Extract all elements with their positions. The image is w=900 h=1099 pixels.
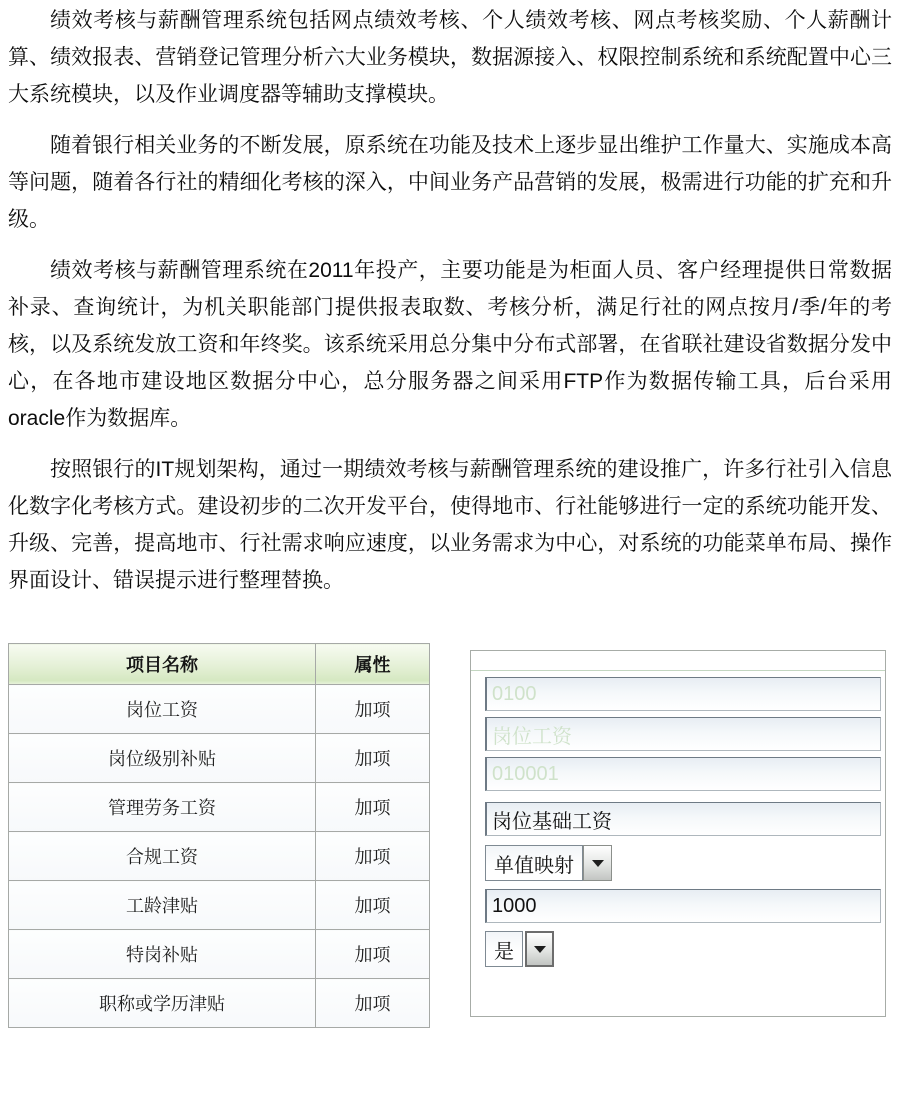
table-row bbox=[9, 979, 430, 1028]
body-paragraph-2: 随着银行相关业务的不断发展，原系统在功能及技术上逐步显出维护工作量大、实施成本高等问题，随着各行社的精细化考核的深入，中间业务产品营销的发展，极需进行功能的扩充和升级。 bbox=[8, 134, 892, 231]
table-row bbox=[9, 832, 430, 881]
item-name-cell: 特岗补贴 bbox=[9, 930, 316, 979]
item-config-panel bbox=[470, 650, 886, 1017]
attribute-cell: 加项 bbox=[316, 832, 430, 881]
table-header-row bbox=[9, 644, 430, 685]
enabled-flag-select[interactable] bbox=[485, 931, 554, 967]
item-name-cell: 合规工资 bbox=[9, 832, 316, 881]
item-name-cell: 岗位级别补贴 bbox=[9, 734, 316, 783]
attribute-cell: 加项 bbox=[316, 685, 430, 734]
attribute-cell: 加项 bbox=[316, 930, 430, 979]
column-header-attribute: 属性 bbox=[316, 644, 430, 685]
attribute-cell: 加项 bbox=[316, 979, 430, 1028]
chevron-down-icon bbox=[534, 946, 546, 953]
enabled-flag-value: 是 bbox=[485, 931, 523, 967]
item-name-field[interactable] bbox=[485, 802, 881, 836]
attribute-cell: 加项 bbox=[316, 734, 430, 783]
item-name-cell: 工龄津贴 bbox=[9, 881, 316, 930]
item-parent-name-field[interactable] bbox=[485, 717, 881, 751]
mapping-type-select[interactable] bbox=[485, 845, 612, 881]
dropdown-arrow-button[interactable] bbox=[525, 931, 554, 967]
salary-items-table bbox=[8, 643, 430, 1028]
chevron-down-icon bbox=[592, 860, 604, 867]
body-paragraph-4: 按照银行的IT规划架构，通过一期绩效考核与薪酬管理系统的建设推广，许多行社引入信息化数字化考核方式。建设初步的二次开发平台，使得地市、行社能够进行一定的系统功能开发、升级、完善，提高地市、行社需求响应速度，以业务需求为中心，对系统的功能菜单布局、操作界面设计、错误提示进行整理替换。 bbox=[8, 458, 892, 592]
attribute-cell: 加项 bbox=[316, 783, 430, 832]
item-code-field[interactable] bbox=[485, 677, 881, 711]
table-row bbox=[9, 783, 430, 832]
table-row bbox=[9, 685, 430, 734]
panel-header-bar bbox=[471, 651, 885, 671]
mapping-type-value: 单值映射 bbox=[485, 845, 583, 881]
table-row bbox=[9, 881, 430, 930]
body-paragraph-3: 绩效考核与薪酬管理系统在2011年投产，主要功能是为柜面人员、客户经理提供日常数据补录、查询统计，为机关职能部门提供报表取数、考核分析，满足行社的网点按月/季/年的考核，以及系统发放工资和年终奖。该系统采用总分集中分布式部署，在省联社建设省数据分发中心，在各地市建设地区数据分中心，总分服务器之间采用FTP作为数据传输工具，后台采用oracle作为数据库。 bbox=[8, 259, 892, 430]
dropdown-arrow-button[interactable] bbox=[583, 845, 612, 881]
document-body bbox=[8, 2, 892, 613]
body-paragraph-1: 绩效考核与薪酬管理系统包括网点绩效考核、个人绩效考核、网点考核奖励、个人薪酬计算、绩效报表、营销登记管理分析六大业务模块，数据源接入、权限控制系统和系统配置中心三大系统模块，以及作业调度器等辅助支撑模块。 bbox=[8, 9, 892, 106]
table-row bbox=[9, 930, 430, 979]
mapping-amount-field[interactable] bbox=[485, 889, 881, 923]
column-header-item-name: 项目名称 bbox=[9, 644, 316, 685]
attribute-cell: 加项 bbox=[316, 881, 430, 930]
item-subcode-field[interactable] bbox=[485, 757, 881, 791]
item-name-cell: 职称或学历津贴 bbox=[9, 979, 316, 1028]
item-name-cell: 管理劳务工资 bbox=[9, 783, 316, 832]
item-name-cell: 岗位工资 bbox=[9, 685, 316, 734]
table-row bbox=[9, 734, 430, 783]
